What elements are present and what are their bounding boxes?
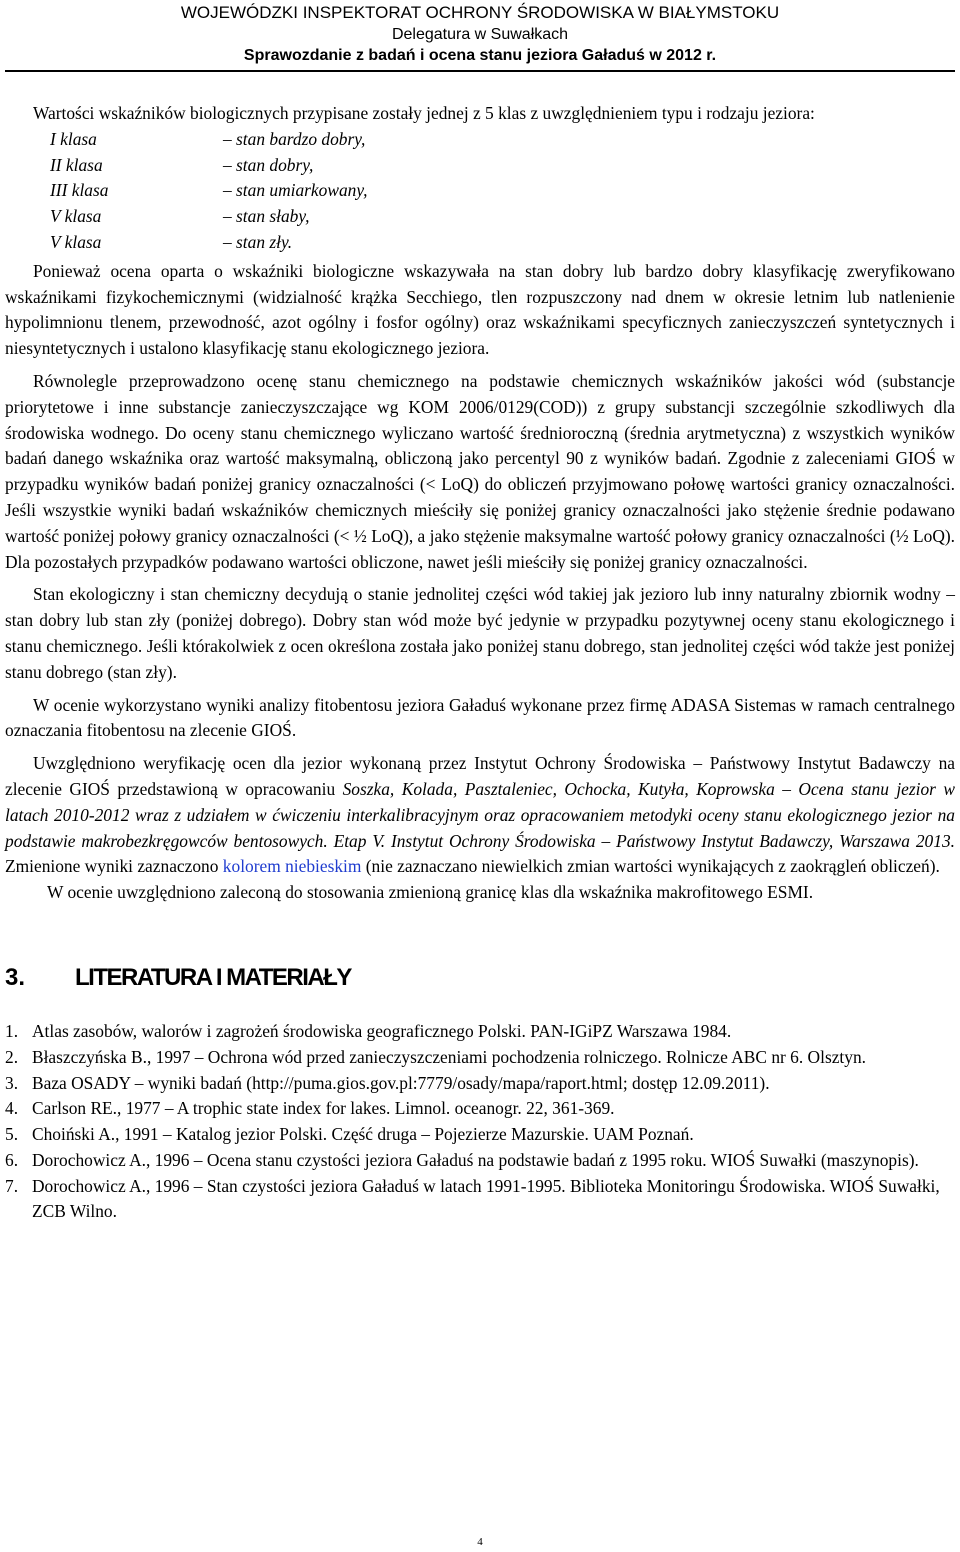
paragraph-chemical-state: Równolegle przeprowadzono ocenę stanu chemicznego na podstawie chemicznych wskaźników jakości wód (substancje priorytetowe i inne substancje zanieczyszczające wg KOM 2006/0129(COD)) z grupy substancji szczególnie szkodliwych dla środowiska wodnego. Do oceny stanu chemicznego wyliczano wartość średnioroczną (średnia arytmetyczna) z wszystkich wyników badań danego wskaźnika oraz wartość maksymalną, obliczoną jako percentyl 90 z wyników badań. Zgodnie z zaleceniami GIOŚ w przypadku wyników badań poniżej granicy oznaczalności (< LoQ) do obliczeń przyjmowano połowę wartości granicy oznaczalności. Jeśli wszystkie wyniki badań wskaźników chemicznych mieściły się poniżej granicy oznaczalności jako stężenie średnie podawano wartość poniżej połowy granicy oznaczalności (< ½ LoQ), a jako stężenie maksymalne wartość połowy granicy oznaczalności (½ LoQ). Dla pozostałych przypadków podawano wartości obliczone, nawet jeśli mieściły się poniżej granicy oznaczalności. [5, 370, 956, 572]
reference-number: 5. [5, 1124, 19, 1145]
intro-paragraph: Wartości wskaźników biologicznych przypisane zostały jednej z 5 klas z uwzględnieniem typu i rodzaju jeziora: [33, 103, 815, 123]
class-row [5, 178, 955, 204]
class-label: III klasa [50, 180, 109, 201]
reference-item [5, 1148, 955, 1174]
class-state: – stan bardzo dobry, [223, 128, 366, 149]
class-label: V klasa [50, 231, 102, 252]
section-number: 3. [5, 963, 26, 991]
class-state: – stan słaby, [223, 206, 310, 227]
class-row [5, 230, 955, 256]
class-state: – stan umiarkowany, [223, 180, 368, 201]
reference-item [5, 1071, 955, 1097]
references-list [5, 1019, 955, 1225]
paragraph-text: Uwzględniono weryfikację ocen dla jezior wykonaną przez Instytut Ochrony Środowiska – Państwowy Instytut Badawczy na zlecenie GIOŚ przedstawioną w opracowaniu [5, 753, 955, 799]
reference-number: 6. [5, 1149, 19, 1170]
citation-italic: Soszka, Kolada, Pasztaleniec, Ochocka, Kutyła, Koprowska – Ocena stanu jezior w latach 2010-2012 wraz z udziałem w ćwiczeniu interkalibracyjnym oraz opracowaniem metodyki oceny stanu ekologicznego jezior na podstawie makrobezkręgowców bentosowych. Etap V. Instytut Ochrony Środowiska – Państwowy Instytut Badawczy, Warszawa 2013. [5, 778, 955, 851]
reference-text: Atlas zasobów, walorów i zagrożeń środowiska geograficznego Polski. PAN-IGiPZ Warszawa 1984. [32, 1020, 732, 1041]
reference-number: 1. [5, 1020, 19, 1041]
class-label: II klasa [50, 154, 103, 175]
paragraph-text: (nie zaznaczano niewielkich zmian wartości wynikających z zaokrągleń obliczeń). [361, 856, 940, 877]
class-row [5, 127, 955, 153]
reference-number: 3. [5, 1072, 19, 1093]
class-label: I klasa [50, 128, 97, 149]
header-branch: Delegatura w Suwałkach [391, 26, 569, 43]
reference-text: Choiński A., 1991 – Katalog jezior Polski. Część druga – Pojezierze Mazurskie. UAM Poznań. [32, 1124, 694, 1145]
class-state: – stan dobry, [223, 154, 314, 175]
reference-item [5, 1096, 955, 1122]
class-row [5, 204, 955, 230]
reference-text: Dorochowicz A., 1996 – Ocena stanu czystości jeziora Gaładuś na podstawie badań z 1995 roku. WIOŚ Suwałki (maszynopis). [32, 1149, 919, 1170]
reference-item [5, 1045, 955, 1071]
reference-number: 2. [5, 1046, 19, 1067]
page-header [5, 0, 955, 72]
document-body [5, 101, 955, 906]
paragraph-esmi: W ocenie uwzględniono zaleconą do stosowania zmienioną granicę klas dla wskaźnika makrofitowego ESMI. [47, 882, 814, 903]
paragraph-text: Zmienione wyniki zaznaczono [5, 856, 223, 877]
reference-item [5, 1122, 955, 1148]
reference-number: 4. [5, 1098, 19, 1119]
reference-number: 7. [5, 1175, 19, 1196]
paragraph-ecological-chemical: Stan ekologiczny i stan chemiczny decydują o stanie jednolitej części wód takiej jak jezioro lub inny naturalny zbiornik wodny – stan dobry lub stan zły (poniżej dobrego). Dobry stan wód może być jedynie w przypadku pozytywnej oceny stanu ekologicznego i stanu chemicznego. Jeśli którakolwiek z ocen określona została jako poniżej stanu dobrego, stan jednolitej części wód także jest poniżej stanu dobrego (stan zły). [5, 584, 955, 682]
reference-item [5, 1174, 955, 1226]
reference-text: Carlson RE., 1977 – A trophic state index for lakes. Limnol. oceanogr. 22, 361-369. [32, 1098, 615, 1119]
reference-text: Błaszczyńska B., 1997 – Ochrona wód przed zanieczyszczeniami pochodzenia rolniczego. Rolnicze ABC nr 6. Olsztyn. [32, 1046, 866, 1067]
section-heading [5, 963, 955, 993]
section-title: LITERATURA I MATERIAŁY [75, 963, 351, 991]
reference-item [5, 1019, 955, 1045]
reference-text: Dorochowicz A., 1996 – Stan czystości jeziora Gaładuś w latach 1991-1995. Biblioteka Monitoringu Środowiska. WIOŚ Suwałki, ZCB Wilno. [32, 1175, 940, 1222]
paragraph-phytobenthos: W ocenie wykorzystano wyniki analizy fitobentosu jeziora Gaładuś wykonane przez firmę ADASA Sistemas w ramach centralnego oznaczania fitobentosu na zlecenie GIOŚ. [5, 694, 955, 741]
reference-text: Baza OSADY – wyniki badań (http://puma.gios.gov.pl:7779/osady/mapa/raport.html; dostęp 12.09.2011). [32, 1072, 770, 1093]
header-institution: WOJEWÓDZKI INSPEKTORAT OCHRONY ŚRODOWISKA W BIAŁYMSTOKU [180, 3, 780, 22]
class-state: – stan zły. [223, 231, 293, 252]
class-list [5, 127, 955, 256]
header-report-title: Sprawozdanie z badań i ocena stanu jeziora Gaładuś w 2012 r. [243, 47, 717, 64]
header-divider [5, 70, 955, 72]
page-number: 4 [477, 1536, 483, 1548]
class-label: V klasa [50, 206, 102, 227]
paragraph-verification: Ponieważ ocena oparta o wskaźniki biologiczne wskazywała na stan dobry lub bardzo dobry klasyfikację zweryfikowano wskaźnikami fizykochemicznymi (widzialność krążka Secchiego, tlen rozpuszczony nad dnem w okresie letnim lub natlenienie hypolimnionu tlenem, przewodność, azot ogólny i fosfor ogólny) oraz wskaźnikami specyficznych zanieczyszczeń syntetycznych i niesyntetycznych i ustalono klasyfikację stanu ekologicznego jeziora. [5, 260, 955, 359]
paragraph-verification-source [5, 751, 955, 880]
blue-color-note: kolorem niebieskim [222, 856, 362, 877]
class-row [5, 153, 955, 179]
